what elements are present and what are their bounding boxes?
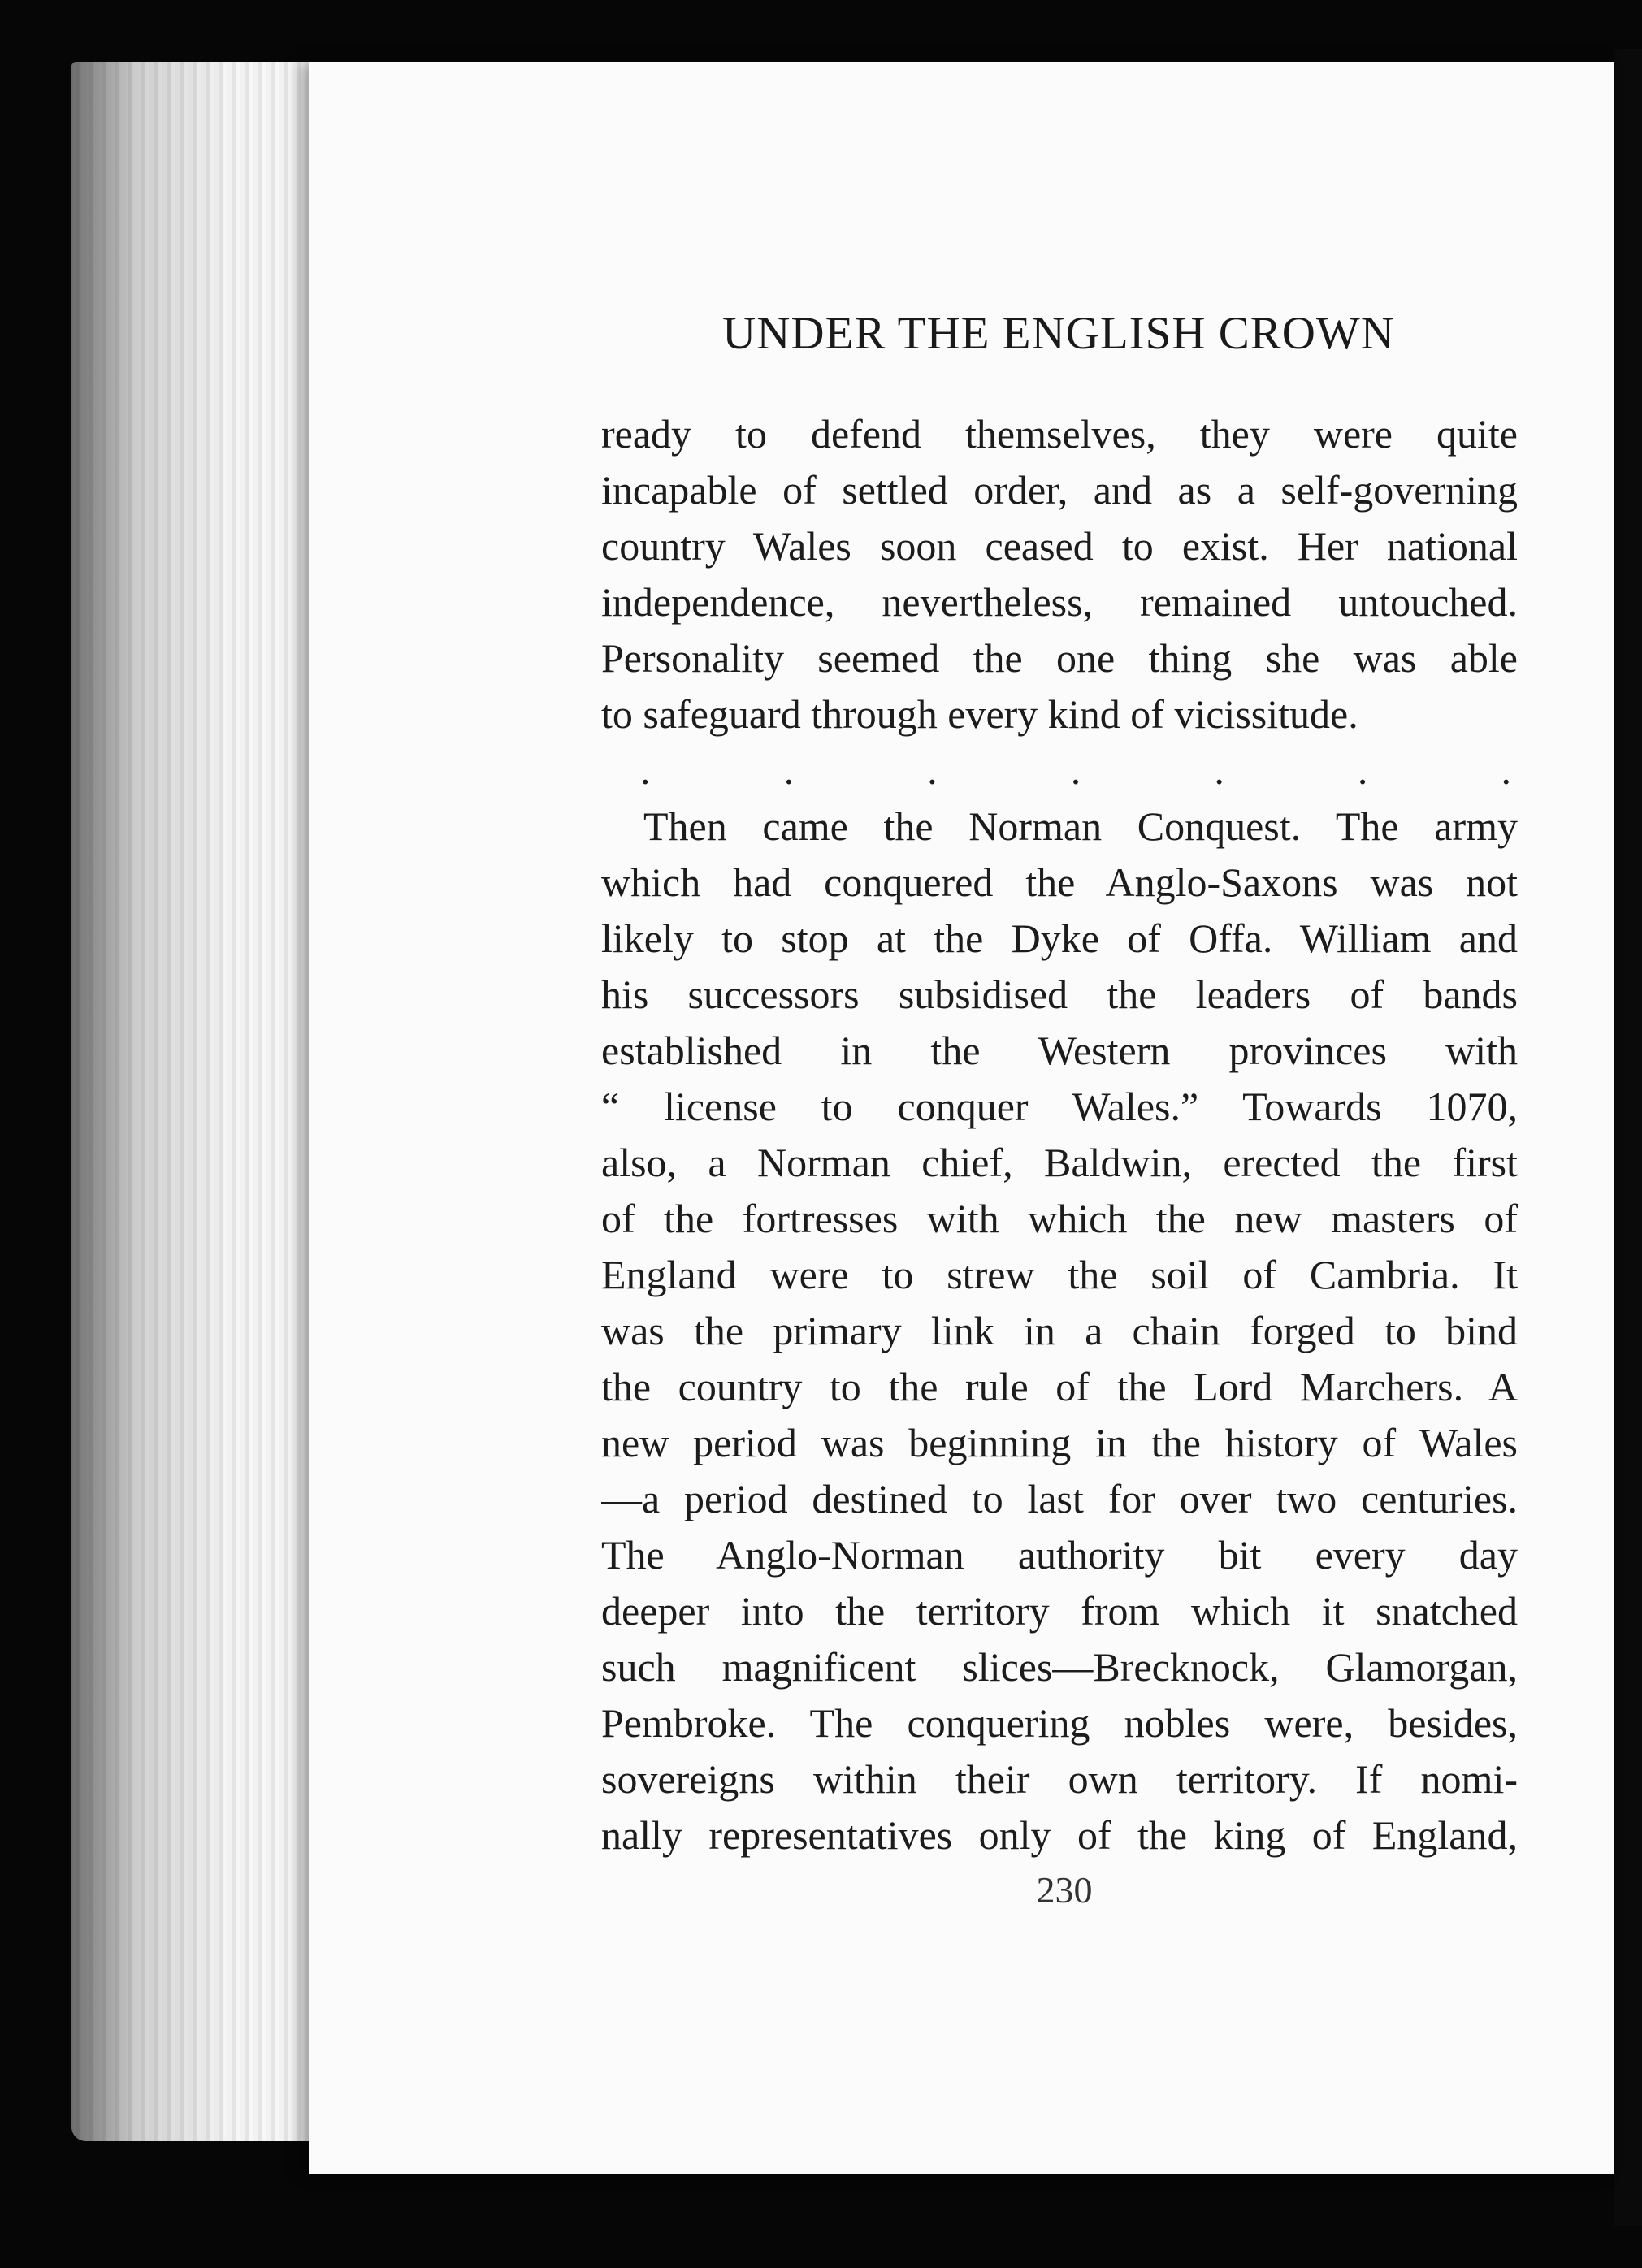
text-line: sovereigns within their own territory. If nomi- [601,1756,1518,1802]
text-line: Pembroke. The conquering nobles were, besides, [601,1700,1518,1746]
text-line: was the primary link in a chain forged to bind [601,1308,1518,1353]
text-line: Then came the Norman Conquest. The army [643,803,1518,849]
text-line: also, a Norman chief, Baldwin, erected the first [601,1140,1518,1185]
break-dot: . [1070,747,1081,793]
paragraph-1 [601,406,1518,742]
text-line: likely to stop at the Dyke of Offa. William and [601,915,1518,961]
text-line: deeper into the territory from which it snatched [601,1588,1518,1634]
page-number: 230 [1036,1869,1093,1911]
text-line: country Wales soon ceased to exist. Her national [601,523,1518,569]
body-text [601,406,1518,1863]
text-line: new period was beginning in the history of Wales [601,1420,1518,1465]
break-dot: . [1501,747,1511,793]
text-line: “ license to conquer Wales.” Towards 1070, [601,1084,1518,1129]
text-line: such magnificent slices—Brecknock, Glamorgan, [601,1644,1518,1690]
break-dot: . [927,747,938,793]
break-dot: . [640,747,651,793]
text-line: ready to defend themselves, they were quite [601,411,1518,457]
text-line: nally representatives only of the king of England, [601,1812,1518,1858]
break-dot: . [1357,747,1368,793]
text-line: established in the Western provinces with [601,1028,1518,1073]
page-edges-shadow [71,62,340,2141]
text-line: to safeguard through every kind of vicissitude. [601,691,1358,737]
text-line: his successors subsidised the leaders of bands [601,972,1518,1017]
paragraph-2 [601,799,1518,1863]
text-line: Personality seemed the one thing she was able [601,635,1518,681]
text-line: England were to strew the soil of Cambria. It [601,1252,1518,1297]
right-gutter [1614,49,1642,2226]
text-line: which had conquered the Anglo-Saxons was not [601,859,1518,905]
text-line: —a period destined to last for over two centuries. [601,1476,1518,1521]
break-dot: . [783,747,795,793]
text-line: incapable of settled order, and as a self-governing [601,467,1518,513]
break-dot: . [1214,747,1224,793]
section-break [601,742,1518,799]
running-head: UNDER THE ENGLISH CROWN [722,308,1395,359]
text-line: of the fortresses with which the new masters of [601,1196,1518,1241]
text-line: independence, nevertheless, remained untouched. [601,579,1518,625]
text-line: the country to the rule of the Lord Marchers. A [601,1364,1518,1409]
text-line: The Anglo-Norman authority bit every day [601,1532,1518,1578]
